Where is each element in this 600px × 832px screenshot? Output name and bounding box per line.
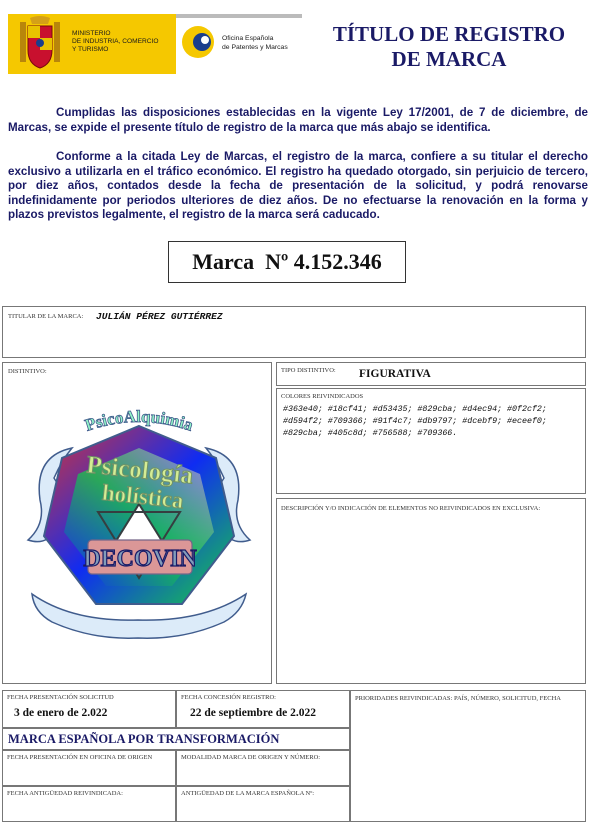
brand-logo <box>20 408 258 640</box>
colors-value: #363e40; #18cf41; #d53435; #829cba; #d4ec94; #0f2cf2; #d594f2; #709366; #91f4c7; #db9797; #dcebf9; #eceef0; #829cba; #405c8d; #756588; #709366. <box>283 405 547 438</box>
intro-paragraph: Cumplidas las disposiciones establecidas en la vigente Ley 17/2001, de 7 de diciembre, de Marcas, se expide el presente título de registro de la marca que más abajo se identifica. <box>8 106 588 134</box>
type-box <box>276 362 586 386</box>
description-box <box>276 498 586 684</box>
grant-date-label: FECHA CONCESIÓN REGISTRO: <box>181 694 276 701</box>
logo-arc-text: PsicoAlquimia <box>82 408 196 435</box>
ministry-name: MINISTERIO DE INDUSTRIA, COMERCIO Y TURISMO <box>72 30 159 54</box>
grant-date-value: 22 de septiembre de 2.022 <box>190 707 316 719</box>
origin-modality-label: MODALIDAD MARCA DE ORIGEN Y NÚMERO: <box>181 754 321 761</box>
colors-label: COLORES REIVINDICADOS <box>281 393 364 400</box>
holder-box <box>2 306 586 358</box>
logo-main-line-1: Psicología <box>85 451 195 490</box>
grant-date-box <box>176 690 350 728</box>
transformation-title-box <box>2 728 350 750</box>
type-label: TIPO DISTINTIVO: <box>281 367 336 374</box>
holder-value: JULIÁN PÉREZ GUTIÉRREZ <box>96 311 223 322</box>
origin-modality-box <box>176 750 350 786</box>
seniority-mark-label: ANTIGÜEDAD DE LA MARCA ESPAÑOLA Nº: <box>181 790 315 797</box>
seniority-mark-box <box>176 786 350 822</box>
origin-office-date-box <box>2 750 176 786</box>
description-label: DESCRIPCIÓN Y/O INDICACIÓN DE ELEMENTOS NO REIVINDICADOS EN EXCLUSIVA: <box>281 505 541 512</box>
filing-date-value: 3 de enero de 2.022 <box>14 707 108 719</box>
origin-office-date-label: FECHA PRESENTACIÓN EN OFICINA DE ORIGEN <box>7 754 153 761</box>
coat-of-arms-icon <box>16 16 64 72</box>
mark-number-box <box>168 241 406 283</box>
filing-date-label: FECHA PRESENTACIÓN SOLICITUD <box>7 694 114 701</box>
oepm-logo-icon <box>180 24 216 60</box>
logo-banner-text: DECOVIN <box>83 546 197 572</box>
distinctive-label: DISTINTIVO: <box>8 368 47 375</box>
rights-paragraph: Conforme a la citada Ley de Marcas, el registro de la marca, confiere a su titular el derecho exclusivo a utilizarla en el tráfico económico. El registro ha quedado otorgado, sin perjuicio de tercero, por diez años, contados desde la fecha de presentación de la solicitud, y podrá renovarse indefinidamente por periodos ulteriores de diez años. De no efectuarse la renovación en la forma y plazos previstos legalmente, el registro de la marca será caducado. <box>8 150 588 221</box>
seniority-date-box <box>2 786 176 822</box>
document-title: TÍTULO DE REGISTRO DE MARCA <box>332 22 566 71</box>
priorities-label: PRIORIDADES REIVINDICADAS: PAÍS, NÚMERO, SOLICITUD, FECHA <box>355 695 561 702</box>
logo-main-line-2: holística <box>100 479 185 514</box>
holder-label: TITULAR DE LA MARCA: <box>8 313 84 320</box>
seniority-date-label: FECHA ANTIGÜEDAD REIVINDICADA: <box>7 790 123 797</box>
type-value: FIGURATIVA <box>359 368 431 380</box>
office-name: Oficina Española de Patentes y Marcas <box>222 35 288 51</box>
filing-date-box <box>2 690 176 728</box>
priorities-box <box>350 690 586 822</box>
transformation-title: MARCA ESPAÑOLA POR TRANSFORMACIÓN <box>8 732 280 746</box>
mark-number: Marca Nº 4.152.346 <box>192 249 382 274</box>
